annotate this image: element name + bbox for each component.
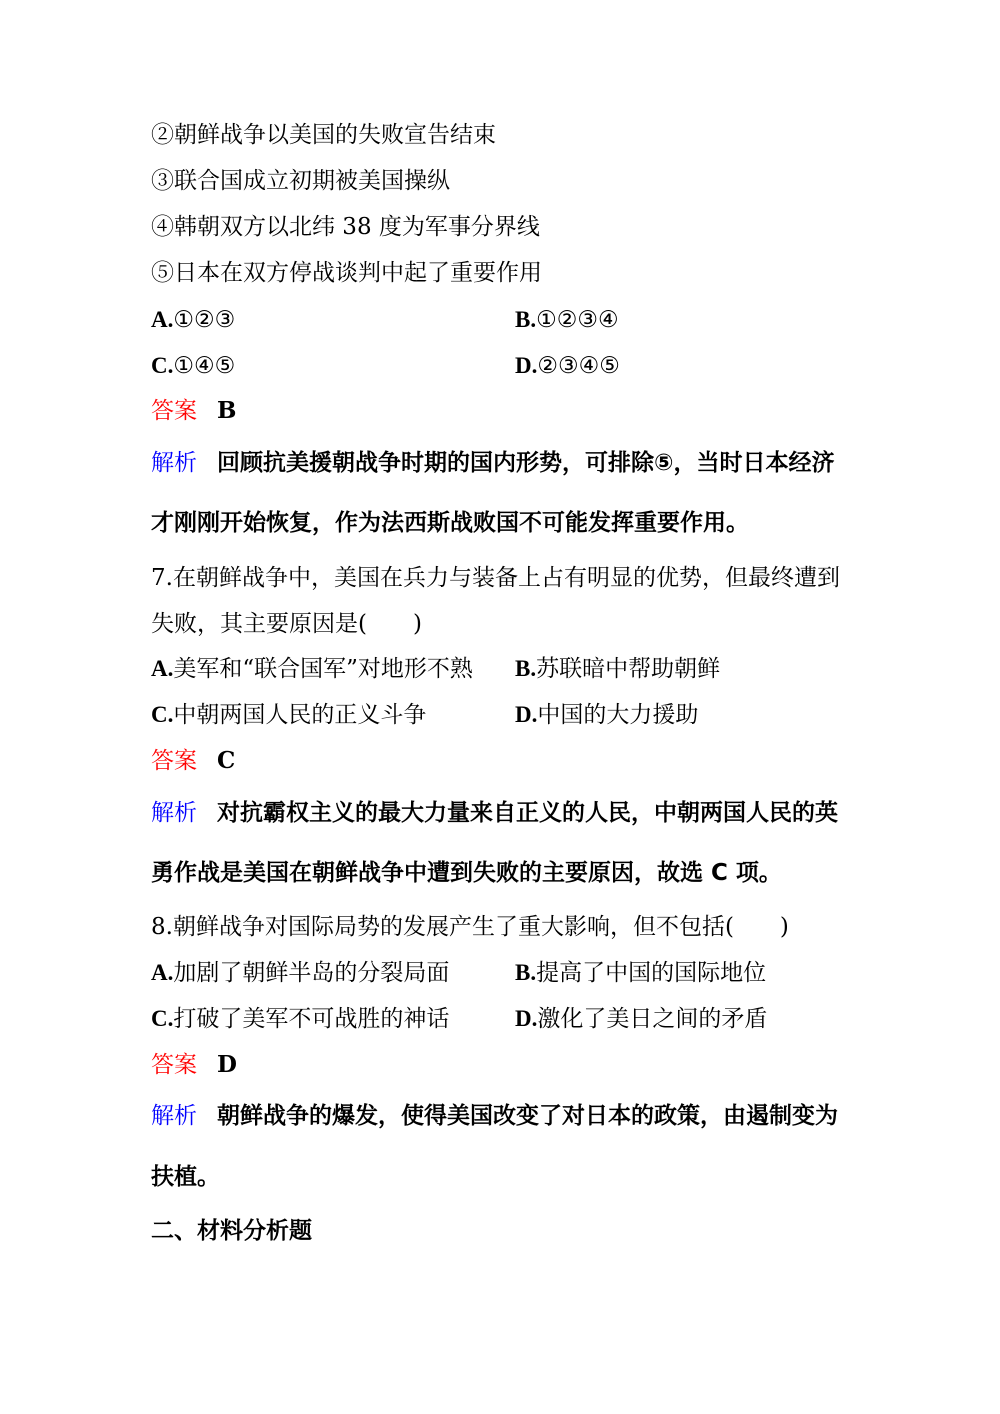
q6-statement-4: ④韩朝双方以北纬 38 度为军事分界线 [151,214,540,240]
option-letter: D. [515,353,538,378]
option-letter: A. [151,656,174,681]
explanation-label: 解析 [151,1103,197,1129]
q6-explanation-cont: 才刚刚开始恢复，作为法西斯战败国不可能发挥重要作用。 [151,510,749,536]
explanation-text: 对抗霸权主义的最大力量来自正义的人民，中朝两国人民的英 [217,800,838,826]
option-text: 美军和“联合国军”对地形不熟 [173,656,473,682]
q6-statement-5: ⑤日本在双方停战谈判中起了重要作用 [151,260,542,286]
q7-option-d [515,700,698,730]
q7-option-b [515,654,720,684]
answer-value: C [217,747,236,774]
option-letter: A. [151,307,174,332]
q6-option-c [151,351,235,381]
q6-option-a [151,305,235,335]
option-text: 中国的大力援助 [537,702,699,728]
q7-stem-line2: 失败，其主要原因是( ) [151,611,422,637]
option-text: ①②③ [173,307,236,333]
q6-answer [151,396,236,426]
option-letter: D. [515,702,538,727]
q8-option-a [151,958,449,988]
option-letter: B. [515,656,537,681]
explanation-label: 解析 [151,450,197,476]
q7-explanation [151,798,838,828]
q6-statement-2: ②朝鲜战争以美国的失败宣告结束 [151,122,496,148]
explanation-text: 回顾抗美援朝战争时期的国内形势，可排除⑤，当时日本经济 [217,450,835,476]
q8-option-c [151,1004,449,1034]
answer-label: 答案 [151,1052,197,1078]
answer-value: B [217,397,237,424]
q8-option-d [515,1004,767,1034]
option-text: 提高了中国的国际地位 [536,960,767,986]
option-letter: C. [151,702,174,727]
q8-answer [151,1050,237,1080]
q6-explanation [151,448,834,478]
option-text: ①④⑤ [173,353,236,379]
option-text: 加剧了朝鲜半岛的分裂局面 [173,960,450,986]
option-text: 中朝两国人民的正义斗争 [173,702,427,728]
explanation-text: 朝鲜战争的爆发，使得美国改变了对日本的政策，由遏制变为 [217,1103,838,1129]
q7-answer [151,746,235,776]
answer-label: 答案 [151,398,197,424]
option-letter: C. [151,353,174,378]
option-letter: D. [515,1006,538,1031]
option-text: 苏联暗中帮助朝鲜 [536,656,721,682]
explanation-label: 解析 [151,800,197,826]
option-text: ②③④⑤ [537,353,620,379]
option-text: 打破了美军不可战胜的神话 [173,1006,450,1032]
q6-option-b [515,305,619,335]
option-letter: C. [151,1006,174,1031]
q7-option-a [151,654,473,684]
q8-explanation [151,1101,838,1131]
q8-explanation-cont: 扶植。 [151,1164,220,1190]
option-letter: B. [515,960,537,985]
option-text: ①②③④ [536,307,619,333]
q6-option-d [515,351,620,381]
answer-value: D [217,1051,237,1078]
answer-label: 答案 [151,748,197,774]
option-letter: B. [515,307,537,332]
q6-statement-3: ③联合国成立初期被美国操纵 [151,168,450,194]
q7-stem-line1: 7.在朝鲜战争中，美国在兵力与装备上占有明显的优势，但最终遭到 [151,565,840,591]
q7-option-c [151,700,426,730]
q8-stem: 8.朝鲜战争对国际局势的发展产生了重大影响，但不包括( ) [151,914,789,940]
option-letter: A. [151,960,174,985]
option-text: 激化了美日之间的矛盾 [537,1006,768,1032]
q8-option-b [515,958,766,988]
section-heading: 二、材料分析题 [151,1218,312,1244]
q7-explanation-cont: 勇作战是美国在朝鲜战争中遭到失败的主要原因，故选 C 项。 [151,860,782,886]
